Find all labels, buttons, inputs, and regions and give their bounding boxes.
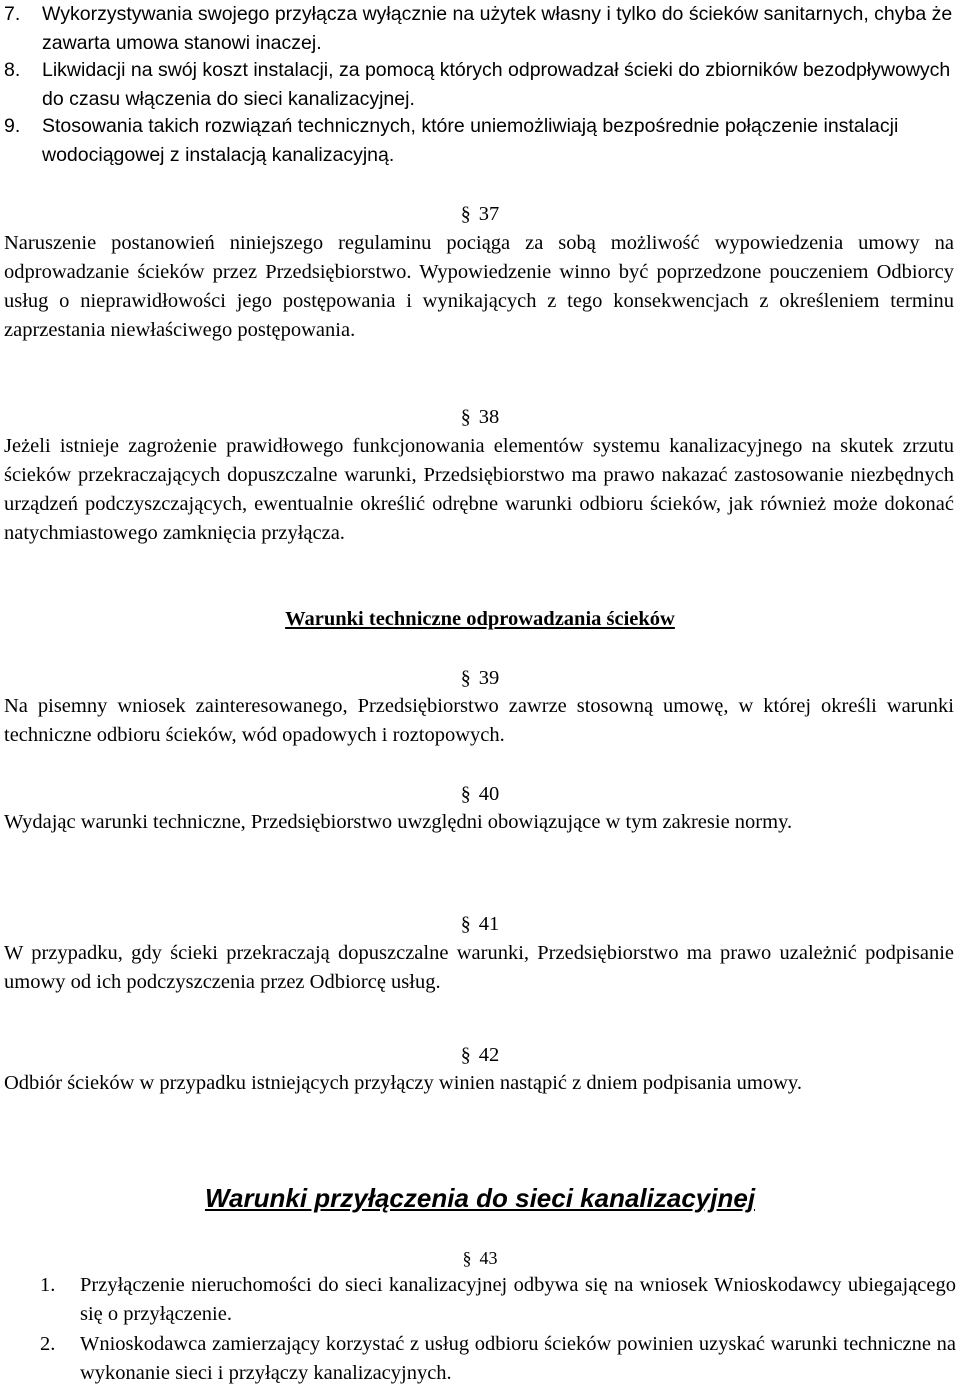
list-item-9 xyxy=(4,112,956,170)
section-heading-39 xyxy=(0,664,960,692)
item-text: Przyłączenie nieruchomości do sieci kanalizacyjnej odbywa się na wniosek Wnioskodawcy ubiegającego się o przyłączenie. xyxy=(80,1274,956,1325)
item-number: 8. xyxy=(4,59,21,81)
section-37-text: Naruszenie postanowień niniejszego regulaminu pociąga za sobą możliwość wypowiedzenia umowy na odprowadzanie ścieków przez Przedsiębiorstwo. Wypowiedzenie winno być poprzedzone pouczeniem Odbiorcy usług o nieprawidłowości jego postępowania i wynikających z tego konsekwencjach z określeniem terminu zaprzestania niewłaściwego postępowania. xyxy=(4,232,954,341)
section-symbol: § xyxy=(460,1044,471,1066)
section-number: 42 xyxy=(478,1044,500,1066)
list-item-7 xyxy=(4,0,956,58)
section-heading-40 xyxy=(0,780,960,808)
section-number: 38 xyxy=(478,406,500,428)
s43-list-item-2 xyxy=(40,1330,956,1388)
s43-list-item-1 xyxy=(40,1271,956,1329)
section-number: 41 xyxy=(478,913,500,935)
heading-technical-conditions: Warunki techniczne odprowadzania ścieków xyxy=(285,608,675,630)
section-42-text: Odbiór ścieków w przypadku istniejących przyłączy winien nastąpić z dniem podpisania umowy. xyxy=(4,1072,802,1094)
section-heading-37 xyxy=(0,200,960,228)
section-number: 40 xyxy=(478,783,500,805)
list-item-8 xyxy=(4,56,956,114)
item-number: 1. xyxy=(40,1274,56,1296)
item-text: Likwidacji na swój koszt instalacji, za pomocą których odprowadzał ścieki do zbiorników bezodpływowych do czasu włączenia do sieci kanalizacyjnej. xyxy=(42,59,951,110)
section-41-text: W przypadku, gdy ścieki przekraczają dopuszczalne warunki, Przedsiębiorstwo ma prawo uzależnić podpisanie umowy od ich podczyszczenia przez Odbiorcę usług. xyxy=(4,942,954,993)
item-number: 7. xyxy=(4,3,21,25)
item-text: Wnioskodawca zamierzający korzystać z usług odbioru ścieków powinien uzyskać warunki techniczne na wykonanie sieci i przyłączy kanalizacyjnych. xyxy=(80,1333,956,1384)
section-heading-38 xyxy=(0,403,960,431)
section-40-text: Wydając warunki techniczne, Przedsiębiorstwo uwzględni obowiązujące w tym zakresie normy. xyxy=(4,811,793,833)
item-number: 2. xyxy=(40,1333,56,1355)
item-number: 9. xyxy=(4,115,21,137)
section-number: 39 xyxy=(478,667,500,689)
section-symbol: § xyxy=(460,913,471,935)
item-text: Wykorzystywania swojego przyłącza wyłącznie na użytek własny i tylko do ścieków sanitarnych, chyba że zawarta umowa stanowi inaczej. xyxy=(42,3,953,54)
section-symbol: § xyxy=(460,783,471,805)
section-heading-43 xyxy=(0,1244,960,1272)
section-symbol: § xyxy=(460,667,471,689)
section-number: 43 xyxy=(479,1248,498,1268)
section-heading-41 xyxy=(0,910,960,938)
section-symbol: § xyxy=(460,203,471,225)
section-number: 37 xyxy=(478,203,500,225)
section-38-text: Jeżeli istnieje zagrożenie prawidłowego funkcjonowania elementów systemu kanalizacyjnego na skutek zrzutu ścieków przekraczających dopuszczalne warunki, Przedsiębiorstwo ma prawo nakazać zastosowanie niezbędnych urządzeń podczyszczających, ewentualnie określić odrębne warunki odbioru ścieków, jak również może dokonać natychmiastowego zamknięcia przyłącza. xyxy=(4,435,954,544)
section-symbol: § xyxy=(460,406,471,428)
section-symbol: § xyxy=(462,1248,472,1268)
heading-connection-conditions: Warunki przyłączenia do sieci kanalizacyjnej xyxy=(204,1183,756,1213)
item-text: Stosowania takich rozwiązań technicznych, które uniemożliwiają bezpośrednie połączenie instalacji wodociągowej z instalacją kanalizacyjną. xyxy=(42,115,899,166)
section-heading-42 xyxy=(0,1041,960,1069)
section-39-text: Na pisemny wniosek zainteresowanego, Przedsiębiorstwo zawrze stosowną umowę, w której określi warunki techniczne odbioru ścieków, wód opadowych i roztopowych. xyxy=(4,695,954,746)
